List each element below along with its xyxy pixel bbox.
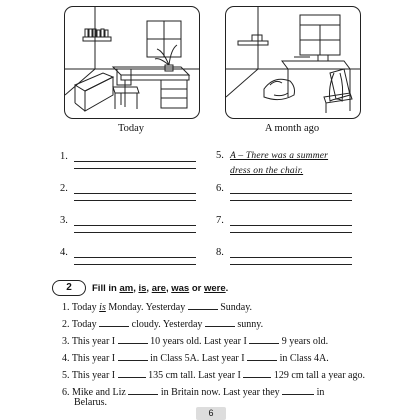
sentence-5: 5. This year I 135 cm tall. Last year I 129 cm tall a year ago. [62,370,365,381]
answer-line-4[interactable] [60,246,196,258]
exercise-number-badge: 2 [52,280,86,296]
item-number: 7. [216,215,224,226]
answer-blank[interactable] [230,246,352,258]
answer-blank[interactable] [99,317,129,327]
answer-blank[interactable] [118,368,146,378]
answer-blank[interactable] [243,368,271,378]
answer-line-3[interactable] [60,214,196,226]
page-number: 6 [196,407,226,420]
answer-blank[interactable] [230,264,352,265]
answer-blank[interactable] [74,214,196,226]
item-number: 1. [60,151,68,162]
answer-blank[interactable] [230,182,352,194]
example-answer-line1: A – There was a summer [230,151,329,161]
answer-blank[interactable] [247,351,277,361]
answer-blank[interactable] [74,200,196,201]
sentence-3: 3. This year I 10 years old. Last year I 9 years old. [62,336,329,347]
sentence-1: 1. Today is Monday. Yesterday Sunday. [62,302,253,313]
illustration-month-ago [225,6,361,119]
answer-blank[interactable] [74,168,196,169]
illustration-today [64,6,200,119]
answer-line-7[interactable] [216,214,352,226]
answer-blank[interactable] [282,385,314,395]
answer-blank[interactable] [230,214,352,226]
answer-blank[interactable] [249,334,279,344]
sentence-2: 2. Today cloudy. Yesterday sunny. [62,319,264,330]
answer-blank[interactable] [205,317,235,327]
caption-today: Today [117,123,145,134]
answer-line-1[interactable] [60,150,196,162]
exercise-instruction: Fill in am, is, are, was or were. [92,282,229,294]
example-answer-line2: dress on the chair. [230,166,304,176]
answer-line-6[interactable] [216,182,352,194]
answer-blank[interactable] [74,246,196,258]
answer-line-2[interactable] [60,182,196,194]
caption-month-ago: A month ago [264,123,320,134]
answer-blank[interactable] [188,300,218,310]
item-number: 2. [60,183,68,194]
answer-blank[interactable] [230,232,352,233]
answer-line-8[interactable] [216,246,352,258]
sentence-6: 6. Mike and Liz in Britain now. Last year they in [62,387,325,398]
item-number: 6. [216,183,224,194]
answer-blank[interactable] [128,385,158,395]
item-number: 5. [216,150,224,161]
answer-blank[interactable] [74,182,196,194]
item-number: 3. [60,215,68,226]
answer-blank[interactable] [74,264,196,265]
item-number: 4. [60,247,68,258]
answer-blank[interactable] [74,150,196,162]
answer-blank[interactable] [118,334,148,344]
answer-blank[interactable] [118,351,148,361]
sentence-6-continued: Belarus. [74,397,108,408]
exercise-2-heading [52,280,228,296]
item-number: 8. [216,247,224,258]
sentence-4: 4. This year I in Class 5A. Last year I in Class 4A. [62,353,329,364]
answer-blank[interactable] [74,232,196,233]
answer-blank[interactable] [230,200,352,201]
answer-line-5 [216,150,328,161]
